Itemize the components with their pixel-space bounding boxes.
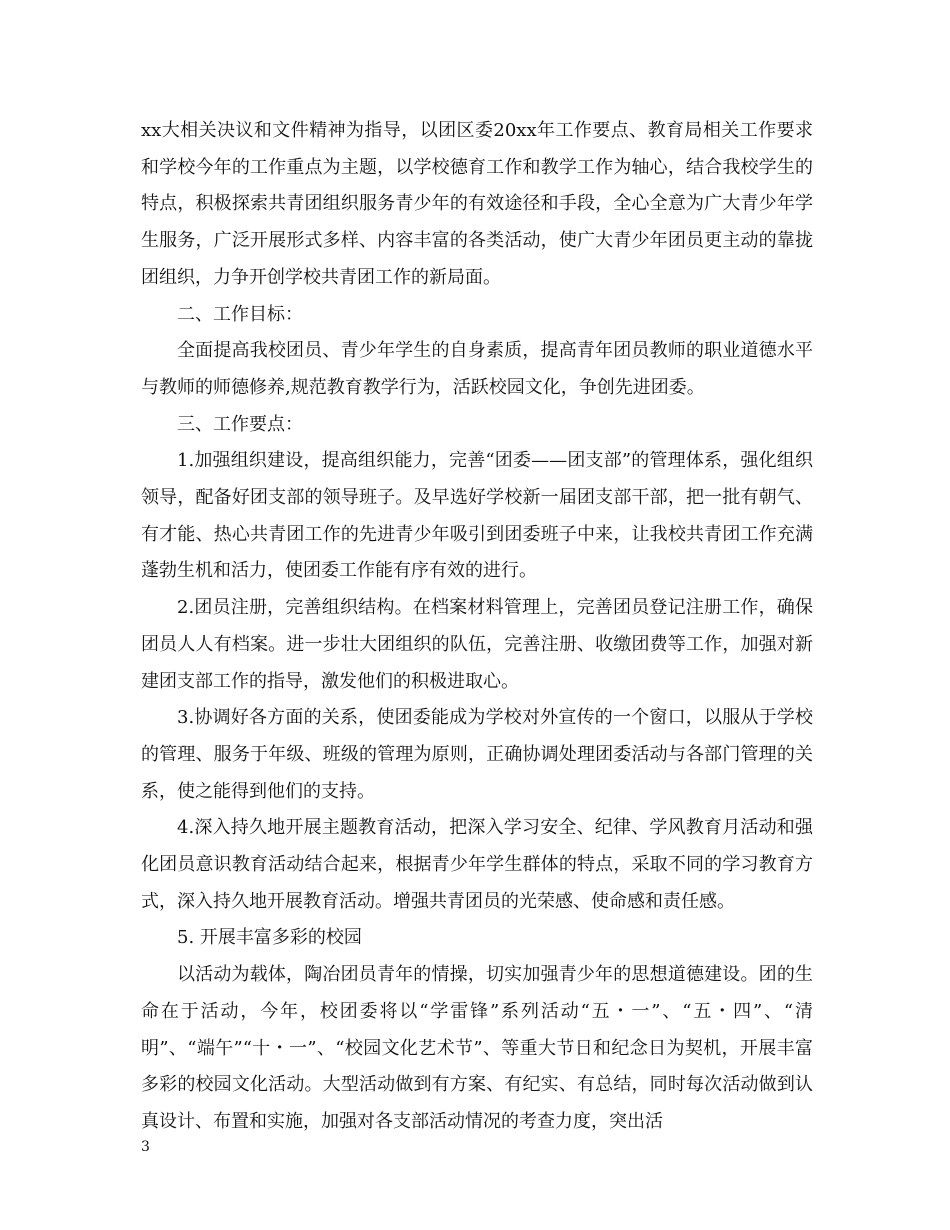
paragraph-guiding-principle: xx大相关决议和文件精神为指导，以团区委20xx年工作要点、教育局相关工作要求和学校今年的工作重点为主题，以学校德育工作和教学工作为轴心，结合我校学生的特点，积极探索共青团组织服务青少年的有效途径和手段，全心全意为广大青少年学生服务，广泛开展形式多样、内容丰富的各类活动，使广大青少年团员更主动的靠拢团组织，力争开创学校共青团工作的新局面。 bbox=[141, 120, 813, 288]
paragraph-point-4: 4.深入持久地开展主题教育活动，把深入学习安全、纪律、学风教育月活动和强化团员意识教育活动结合起来，根据青少年学生群体的特点，采取不同的学习教育方式，深入持久地开展教育活动。增强共青团员的光荣感、使命感和责任感。 bbox=[141, 817, 813, 912]
paragraph-point-1: 1.加强组织建设，提高组织能力，完善“团委——团支部”的管理体系，强化组织领导，配备好团支部的领导班子。及早选好学校新一届团支部干部，把一批有朝气、有才能、热心共青团工作的先进青少年吸引到团委班子中来，让我校共青团工作充满蓬勃生机和活力，使团委工作能有序有效的进行。 bbox=[141, 450, 813, 582]
paragraph-point-3: 3.协调好各方面的关系，使团委能成为学校对外宣传的一个窗口，以服从于学校的管理、服务于年级、班级的管理为原则，正确协调处理团委活动与各部门管理的关系，使之能得到他们的支持。 bbox=[141, 707, 813, 802]
document-body bbox=[141, 113, 813, 1141]
heading-work-points: 三、工作要点： bbox=[177, 413, 303, 435]
page-number: 3 bbox=[141, 1139, 150, 1155]
paragraph-point-2: 2.团员注册，完善组织结构。在档案材料管理上，完善团员登记注册工作，确保团员人人有档案。进一步壮大团组织的队伍，完善注册、收缴团费等工作，加强对新建团支部工作的指导，激发他们的积极进取心。 bbox=[141, 597, 813, 692]
heading-work-goals: 二、工作目标： bbox=[177, 303, 303, 325]
paragraph-point-5: 以活动为载体，陶冶团员青年的情操，切实加强青少年的思想道德建设。团的生命在于活动，今年，校团委将以“学雷锋”系列活动“五・一”、“五・四”、“清明”、“端午”“十・一”、“校园文化艺术节”、等重大节日和纪念日为契机，开展丰富多彩的校园文化活动。大型活动做到有方案、有纪实、有总结，同时每次活动做到认真设计、布置和实施，加强对各支部活动情况的考查力度，突出活 bbox=[141, 964, 813, 1132]
paragraph-work-goals: 全面提高我校团员、青少年学生的自身素质，提高青年团员教师的职业道德水平与教师的师德修养,规范教育教学行为，活跃校园文化，争创先进团委。 bbox=[141, 340, 813, 398]
heading-point-5: 5. 开展丰富多彩的校园 bbox=[177, 927, 362, 949]
